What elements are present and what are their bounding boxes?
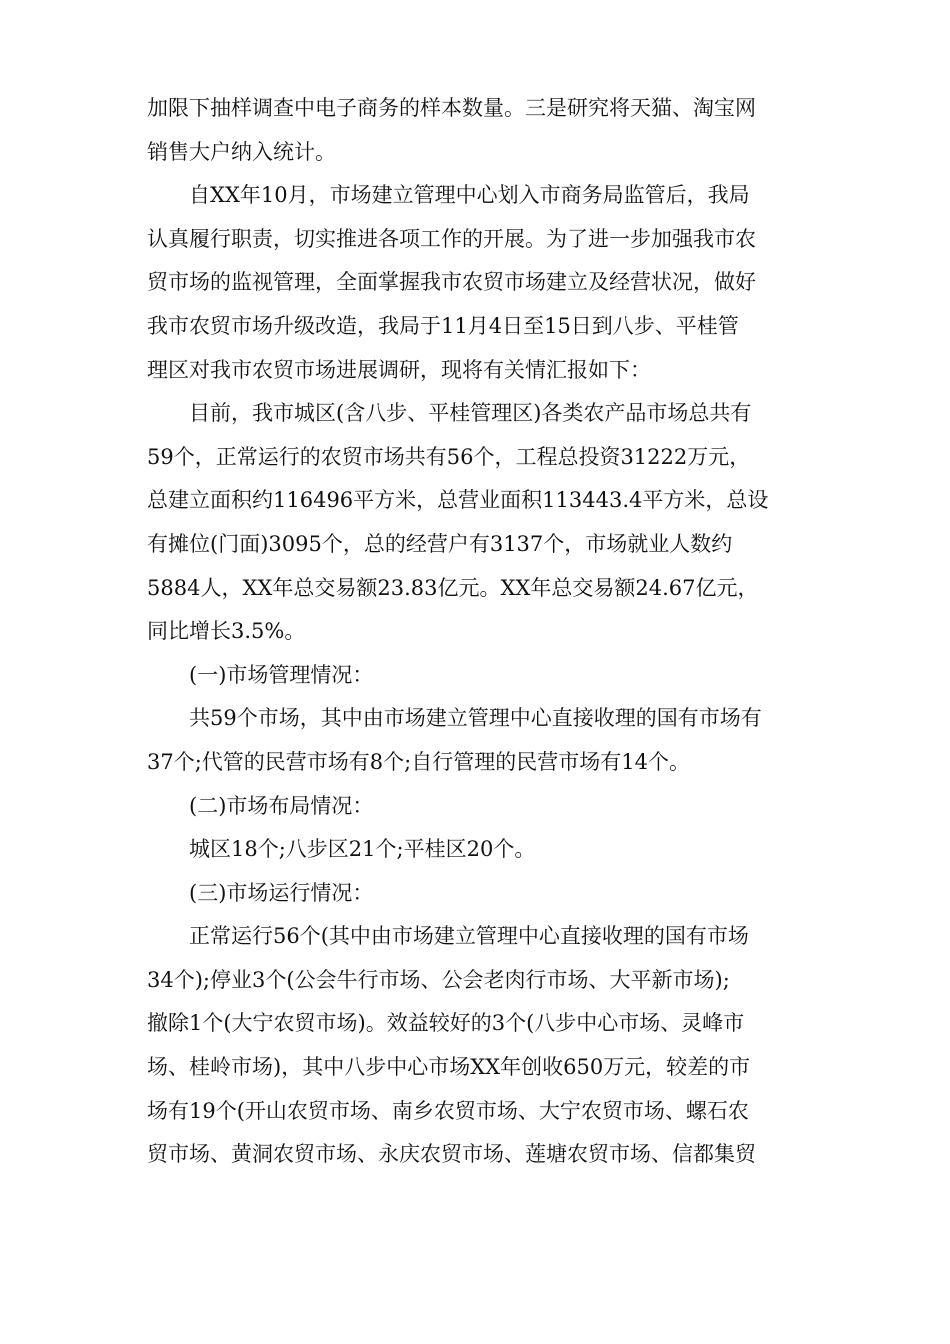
text-line: 城区18个;八步区21个;平桂区20个。 [189,837,536,862]
section-heading: (三)市场运行情况： [189,880,374,905]
text-line: 37个;代管的民营市场有8个;自行管理的民营市场有14个。 [147,749,690,774]
text-line: 共59个市场，其中由市场建立管理中心直接收理的国有市场有 [189,706,762,731]
text-line: 销售大户纳入统计。 [147,139,336,164]
text-line: 5884人，XX年总交易额23.83亿元。XX年总交易额24.67亿元， [147,575,759,600]
text-line: 贸市场的监视管理，全面掌握我市农贸市场建立及经营状况，做好 [147,270,756,295]
text-line: 场有19个(开山农贸市场、南乡农贸市场、大宁农贸市场、螺石农 [147,1098,749,1123]
text-line: 59个，正常运行的农贸市场共有56个，工程总投资31222万元， [147,444,751,469]
text-line: 目前，我市城区(含八步、平桂管理区)各类农产品市场总共有 [189,401,752,426]
text-line: 正常运行56个(其中由市场建立管理中心直接收理的国有市场 [189,924,749,949]
text-line: 总建立面积约116496平方米，总营业面积113443.4平方米，总设 [147,488,769,513]
text-line: 理区对我市农贸市场进展调研，现将有关情汇报如下： [147,357,651,382]
text-line: 同比增长3.5%。 [147,619,306,644]
text-line: 有摊位(门面)3095个，总的经营户有3137个，市场就业人数约 [147,531,733,556]
text-line: 贸市场、黄洞农贸市场、永庆农贸市场、莲塘农贸市场、信都集贸 [147,1142,756,1167]
text-line: 我市农贸市场升级改造，我局于11月4日至15日到八步、平桂管 [147,313,739,338]
text-line: 认真履行职责，切实推进各项工作的开展。为了进一步加强我市农 [147,226,756,251]
section-heading: (二)市场布局情况： [189,793,374,818]
text-line: 撤除1个(大宁农贸市场)。效益较好的3个(八步中心市场、灵峰市 [147,1011,745,1036]
section-heading: (一)市场管理情况： [189,662,374,687]
text-line: 自XX年10月，市场建立管理中心划入市商务局监管后，我局 [189,183,750,208]
text-line: 场、桂岭市场)，其中八步中心市场XX年创收650万元，较差的市 [147,1055,751,1080]
text-line: 加限下抽样调查中电子商务的样本数量。三是研究将天猫、淘宝网 [147,96,756,120]
document-page [147,87,807,1177]
text-line: 34个);停业3个(公会牛行市场、公会老肉行市场、大平新市场); [147,967,730,992]
